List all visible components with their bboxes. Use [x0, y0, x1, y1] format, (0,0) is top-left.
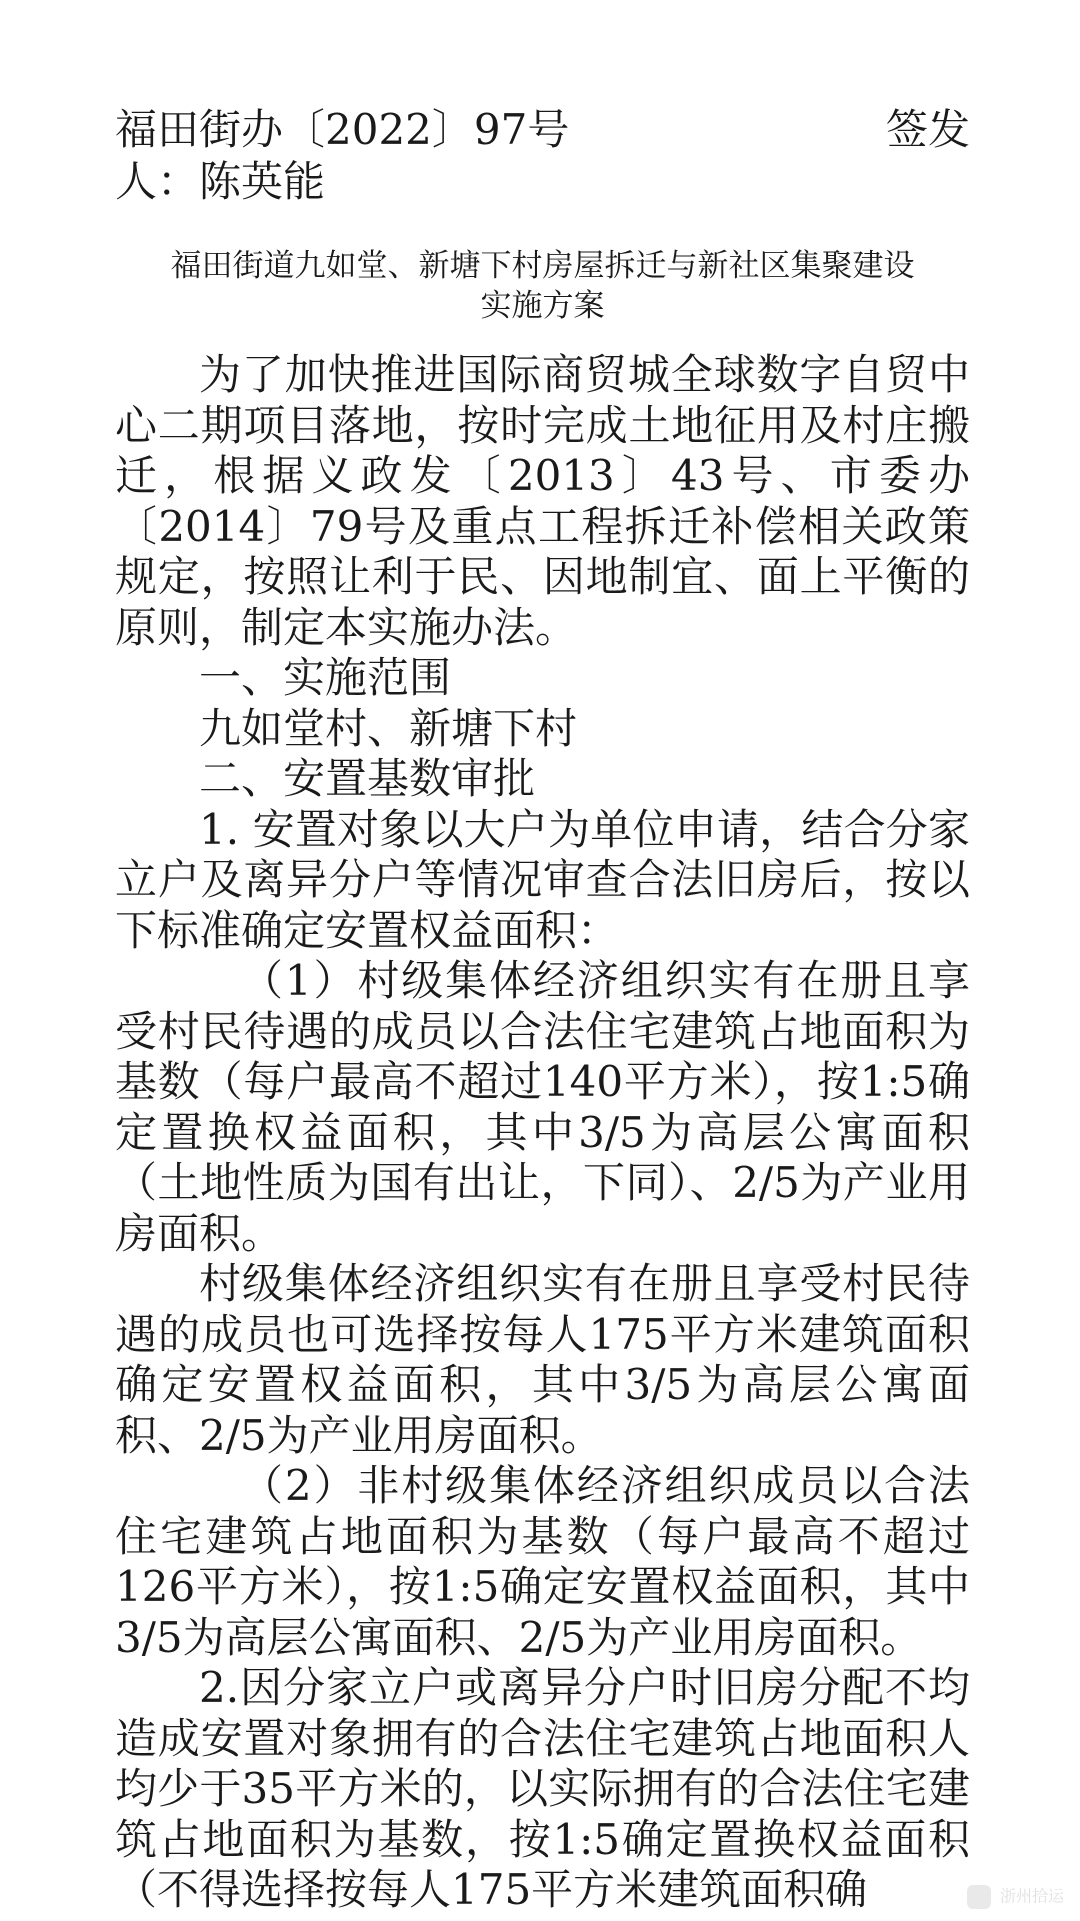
signer-label: 签发 — [885, 105, 970, 154]
doc-number: 福田街办〔2022〕97号 — [115, 105, 570, 154]
watermark — [967, 1885, 1064, 1909]
clause-1-1-option: 村级集体经济组织实有在册且享受村民待遇的成员也可选择按每人175平方米建筑面积确定安置权益面积，其中3/5为高层公寓面积、2/5为产业用房面积。 — [115, 1259, 970, 1460]
clause-1-2: （2）非村级集体经济组织成员以合法住宅建筑占地面积为基数（每户最高不超过126平方米），按1:5确定安置权益面积，其中3/5为高层公寓面积、2/5为产业用房面积。 — [115, 1461, 970, 1662]
section-heading-approval: 二、安置基数审批 — [199, 754, 536, 803]
document-title — [115, 246, 970, 326]
intro-paragraph: 为了加快推进国际商贸城全球数字自贸中心二期项目落地，按时完成土地征用及村庄搬迁，根据义政发〔2013〕43号、市委办〔2014〕79号及重点工程拆迁补偿相关政策规定，按照让利于民、因地制宜、面上平衡的原则，制定本实施办法。 — [115, 350, 970, 652]
watermark-text: 浙州拾运 — [999, 1886, 1064, 1906]
signer-label-suffix: 人： — [115, 157, 200, 206]
scope-villages: 九如堂村、新塘下村 — [199, 703, 578, 753]
doc-header-line — [115, 104, 970, 156]
title-line-2: 实施方案 — [480, 288, 605, 324]
signer-name: 陈英能 — [199, 157, 326, 206]
section-heading-scope: 一、实施范围 — [199, 653, 452, 702]
clause-1-1: （1）村级集体经济组织实有在册且享受村民待遇的成员以合法住宅建筑占地面积为基数（每户最高不超过140平方米），按1:5确定置换权益面积，其中3/5为高层公寓面积（土地性质为国有出让，下同）、2/5为产业用房面积。 — [115, 956, 970, 1258]
clause-1: 1. 安置对象以大户为单位申请，结合分家立户及离异分户等情况审查合法旧房后，按以下标准确定安置权益面积： — [115, 804, 970, 955]
signer-line — [115, 156, 970, 208]
document-body — [115, 350, 970, 1916]
clause-2: 2.因分家立户或离异分户时旧房分配不均造成安置对象拥有的合法住宅建筑占地面积人均少于35平方米的，以实际拥有的合法住宅建筑占地面积为基数，按1:5确定置换权益面积（不得选择按每人175平方米建筑面积确 — [115, 1663, 970, 1914]
title-line-1: 福田街道九如堂、新塘下村房屋拆迁与新社区集聚建设 — [170, 248, 915, 284]
watermark-logo-icon — [967, 1885, 991, 1909]
